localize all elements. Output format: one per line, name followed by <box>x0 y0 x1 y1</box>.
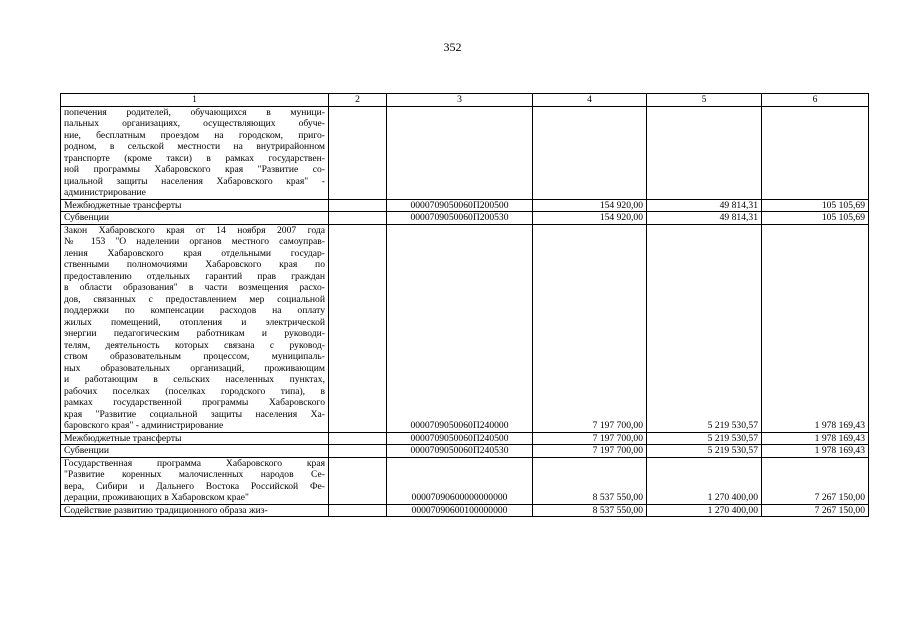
description-line: Межбюджетные трансферты <box>64 432 182 444</box>
column-header: 3 <box>387 94 533 107</box>
description-line: рабочих поселках (поселках городского типа), в <box>64 385 325 397</box>
description-line: поддержки по компенсации расходов на оплату <box>64 305 325 316</box>
row-code: 0000709050060П240000 <box>387 224 533 432</box>
row-col2 <box>329 445 387 458</box>
description-line: и работающим в сельских населенных пунктах, <box>64 374 325 385</box>
row-value-col6: 105 105,69 <box>762 199 869 212</box>
row-col2 <box>329 212 387 225</box>
description-line: ных образовательных организаций, проживающим <box>64 362 325 374</box>
description-line: циальной защиты населения Хабаровского края" - <box>64 175 325 187</box>
page-number: 352 <box>443 40 462 54</box>
row-description <box>61 445 329 458</box>
row-code <box>387 106 533 199</box>
row-value-col6 <box>762 106 869 199</box>
row-description <box>61 457 329 504</box>
row-value-col6: 7 267 150,00 <box>762 504 869 517</box>
row-value-col4: 154 920,00 <box>533 212 647 225</box>
description-line: ления Хабаровского края отдельными государ- <box>64 247 325 259</box>
description-line: администрирование <box>64 187 146 198</box>
row-value-col5: 5 219 530,57 <box>647 432 762 445</box>
description-line: вера, Сибири и Дальнего Востока Российской Фе- <box>64 480 325 492</box>
row-value-col4: 8 537 550,00 <box>533 457 647 504</box>
row-col2 <box>329 457 387 504</box>
description-line: Государственная программа Хабаровского края <box>64 457 325 469</box>
description-line: жилых помещений, отопления и электрической <box>64 316 325 328</box>
row-value-col5 <box>647 106 762 199</box>
description-line: ной программы Хабаровского края "Развитие со- <box>64 164 325 175</box>
row-value-col6: 1 978 169,43 <box>762 432 869 445</box>
description-line: Субвенции <box>64 212 109 223</box>
row-value-col6: 1 978 169,43 <box>762 224 869 432</box>
row-code: 0000709050060П200530 <box>387 212 533 225</box>
row-description <box>61 106 329 199</box>
row-value-col5: 1 270 400,00 <box>647 504 762 517</box>
description-line: Содействие развитию традиционного образа жиз- <box>64 504 268 516</box>
column-header: 6 <box>762 94 869 107</box>
description-line: родном, в сельской местности на внутрирайонном <box>64 141 325 152</box>
row-code: 0000709050060П240530 <box>387 445 533 458</box>
description-line: ние, бесплатным проездом на городском, приго- <box>64 129 325 141</box>
row-col2 <box>329 504 387 517</box>
description-line: баровского края" - администрирование <box>64 420 224 431</box>
row-value-col4: 7 197 700,00 <box>533 445 647 458</box>
column-header: 4 <box>533 94 647 107</box>
description-line: в области образования" в части возмещения расхо- <box>64 282 325 293</box>
row-description <box>61 199 329 212</box>
table-row <box>61 199 869 212</box>
row-col2 <box>329 106 387 199</box>
row-code: 0000709050060П200500 <box>387 199 533 212</box>
description-line: энергии педагогическим работникам и руководи- <box>64 328 325 339</box>
description-line: попечения родителей, обучающихся в муници- <box>64 106 325 118</box>
row-description <box>61 504 329 517</box>
row-value-col6: 7 267 150,00 <box>762 457 869 504</box>
description-line: края "Развитие социальной защиты населения Ха- <box>64 408 325 420</box>
table-row <box>61 504 869 517</box>
description-line: дов, связанных с предоставлением мер социальной <box>64 293 325 305</box>
row-code: 0000709050060П240500 <box>387 432 533 445</box>
row-value-col6: 105 105,69 <box>762 212 869 225</box>
column-header: 1 <box>61 94 329 107</box>
row-value-col4: 154 920,00 <box>533 199 647 212</box>
description-line: "Развитие коренных малочисленных народов Се- <box>64 469 325 480</box>
description-line: пальных организациях, осуществляющих обуче- <box>64 118 325 129</box>
description-line: ственными полномочиями Хабаровского края по <box>64 259 325 270</box>
row-col2 <box>329 224 387 432</box>
row-description <box>61 432 329 445</box>
table-row <box>61 457 869 504</box>
row-code: 00007090600000000000 <box>387 457 533 504</box>
description-line: телям, деятельность которых связана с руковод- <box>64 339 325 351</box>
table-row <box>61 432 869 445</box>
description-line: Закон Хабаровского края от 14 ноября 2007 года <box>64 224 325 236</box>
row-value-col5: 49 814,31 <box>647 212 762 225</box>
table-row <box>61 212 869 225</box>
column-header: 2 <box>329 94 387 107</box>
row-col2 <box>329 199 387 212</box>
row-value-col6: 1 978 169,43 <box>762 445 869 458</box>
row-code: 00007090600100000000 <box>387 504 533 517</box>
row-value-col5: 1 270 400,00 <box>647 457 762 504</box>
description-line: № 153 "О наделении органов местного самоуправ- <box>64 236 325 247</box>
row-description <box>61 212 329 225</box>
row-col2 <box>329 432 387 445</box>
description-line: транспорте (кроме такси) в рамках государствен- <box>64 152 325 164</box>
table-row <box>61 106 869 199</box>
description-line: рамках государственной программы Хабаровского <box>64 397 325 408</box>
description-line: предоставлению отдельных гарантий прав граждан <box>64 270 325 282</box>
description-line: Субвенции <box>64 445 109 456</box>
budget-table <box>60 93 869 517</box>
table-row <box>61 224 869 432</box>
row-description <box>61 224 329 432</box>
row-value-col4: 8 537 550,00 <box>533 504 647 517</box>
description-line: Межбюджетные трансферты <box>64 199 182 211</box>
column-header: 5 <box>647 94 762 107</box>
row-value-col4: 7 197 700,00 <box>533 432 647 445</box>
row-value-col5: 5 219 530,57 <box>647 445 762 458</box>
description-line: дерации, проживающих в Хабаровском крае" <box>64 492 249 503</box>
row-value-col4 <box>533 106 647 199</box>
table-row <box>61 445 869 458</box>
table-body <box>61 106 869 517</box>
row-value-col4: 7 197 700,00 <box>533 224 647 432</box>
description-line: ством образовательным процессом, муниципаль- <box>64 351 325 362</box>
row-value-col5: 5 219 530,57 <box>647 224 762 432</box>
row-value-col5: 49 814,31 <box>647 199 762 212</box>
table-header-row <box>61 94 869 107</box>
